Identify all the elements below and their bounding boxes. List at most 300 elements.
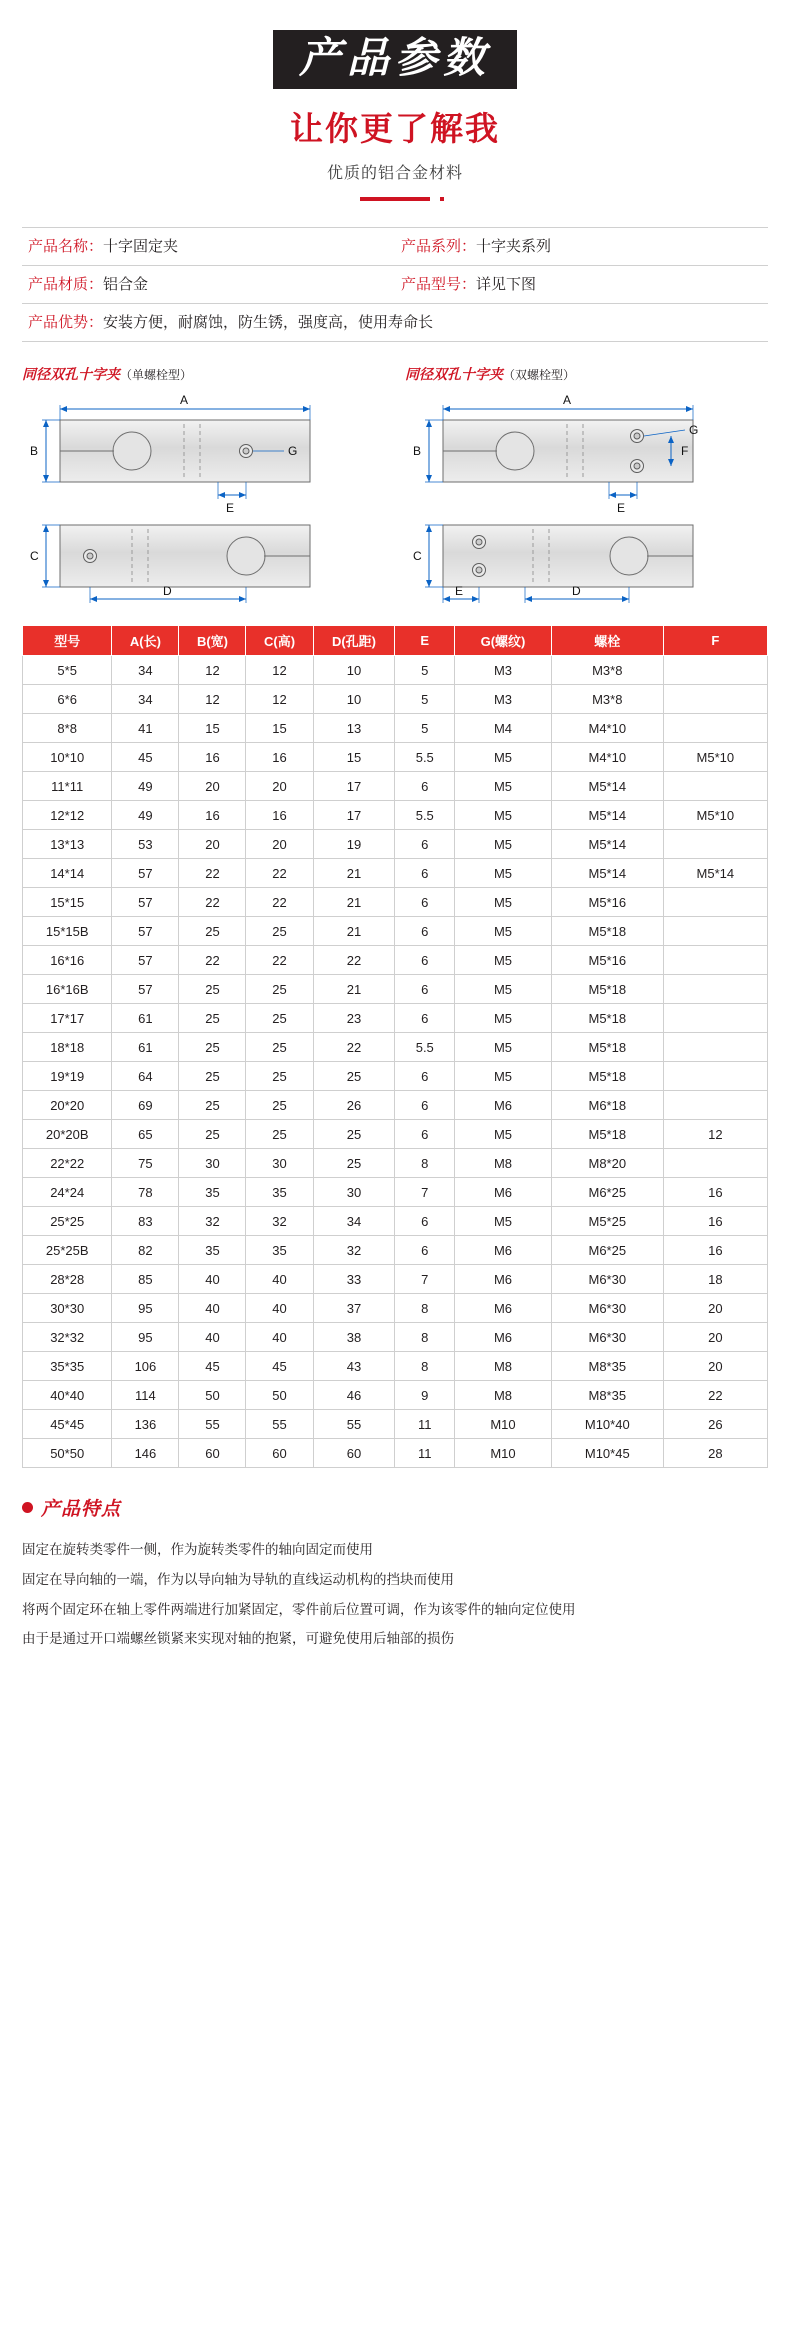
table-cell: 22 — [313, 1033, 395, 1062]
table-cell: M10 — [455, 1439, 552, 1468]
table-cell: M8 — [455, 1149, 552, 1178]
table-cell: 22 — [179, 946, 246, 975]
table-cell: 34 — [313, 1207, 395, 1236]
table-header-cell: 型号 — [23, 626, 112, 656]
table-cell: 16 — [246, 743, 313, 772]
table-cell: 46 — [313, 1381, 395, 1410]
svg-text:G: G — [288, 444, 298, 459]
table-cell: 12 — [663, 1120, 767, 1149]
table-cell: 12 — [246, 656, 313, 685]
svg-text:B: B — [30, 444, 39, 459]
svg-text:A: A — [563, 393, 572, 408]
table-cell: 7 — [395, 1178, 455, 1207]
table-cell: 16*16 — [23, 946, 112, 975]
table-cell: 5 — [395, 656, 455, 685]
table-cell: M8*20 — [551, 1149, 663, 1178]
svg-text:C: C — [30, 549, 39, 564]
table-row — [23, 1207, 768, 1236]
spec-value: 十字夹系列 — [476, 238, 552, 256]
spec-list — [22, 227, 768, 342]
table-header-cell: D(孔距) — [313, 626, 395, 656]
feature-line: 固定在导向轴的一端，作为以导向轴为导轨的直线运动机构的挡块而使用 — [22, 1571, 454, 1587]
table-cell: 25*25 — [23, 1207, 112, 1236]
table-cell: 35 — [179, 1236, 246, 1265]
spec-row — [22, 266, 768, 304]
table-cell: 25 — [179, 975, 246, 1004]
table-row — [23, 685, 768, 714]
table-cell: M5*18 — [551, 1120, 663, 1149]
table-cell: 30 — [246, 1149, 313, 1178]
table-cell: 5 — [395, 714, 455, 743]
table-cell: 55 — [179, 1410, 246, 1439]
table-cell: M5*18 — [551, 975, 663, 1004]
single-bolt-drawing — [22, 392, 377, 607]
table-cell: 23 — [313, 1004, 395, 1033]
table-cell: M6 — [455, 1091, 552, 1120]
table-cell: 20*20 — [23, 1091, 112, 1120]
features-header — [22, 1494, 768, 1521]
table-row — [23, 859, 768, 888]
table-cell: M6 — [455, 1178, 552, 1207]
spec-key: 产品优势： — [28, 314, 104, 332]
table-cell: 16 — [246, 801, 313, 830]
table-cell: 22*22 — [23, 1149, 112, 1178]
table-cell: 15 — [246, 714, 313, 743]
table-cell: 13 — [313, 714, 395, 743]
table-row — [23, 1352, 768, 1381]
table-cell: 20 — [663, 1294, 767, 1323]
table-cell: 22 — [179, 859, 246, 888]
table-cell: 55 — [313, 1410, 395, 1439]
table-cell: M5*10 — [663, 801, 767, 830]
table-header-cell: 螺栓 — [551, 626, 663, 656]
spec-row — [22, 304, 768, 342]
table-cell: 49 — [112, 801, 179, 830]
table-cell: 114 — [112, 1381, 179, 1410]
table-cell: 6 — [395, 1091, 455, 1120]
table-cell: 55 — [246, 1410, 313, 1439]
table-cell: M10*40 — [551, 1410, 663, 1439]
table-row — [23, 1178, 768, 1207]
table-cell: 22 — [313, 946, 395, 975]
page-title: 产品参数 — [273, 30, 517, 89]
table-cell: 33 — [313, 1265, 395, 1294]
spec-item-advantage — [22, 304, 768, 341]
table-cell: 49 — [112, 772, 179, 801]
table-cell: 13*13 — [23, 830, 112, 859]
table-cell: 32 — [313, 1236, 395, 1265]
table-cell: 25 — [246, 1004, 313, 1033]
table-header-cell: B(宽) — [179, 626, 246, 656]
table-row — [23, 772, 768, 801]
table-row — [23, 656, 768, 685]
svg-text:D: D — [163, 584, 172, 599]
table-cell: 10 — [313, 685, 395, 714]
table-cell: 25 — [246, 1120, 313, 1149]
table-cell: M5 — [455, 917, 552, 946]
table-cell: 20 — [663, 1352, 767, 1381]
table-cell: 6 — [395, 1207, 455, 1236]
table-cell: 53 — [112, 830, 179, 859]
table-cell: M5 — [455, 1120, 552, 1149]
table-cell: M5 — [455, 743, 552, 772]
table-cell: 12 — [179, 685, 246, 714]
table-cell: 16 — [179, 801, 246, 830]
table-cell: 45 — [179, 1352, 246, 1381]
table-cell: 50 — [179, 1381, 246, 1410]
table-cell — [663, 656, 767, 685]
diagram-double-bolt — [405, 364, 768, 607]
bullet-dot-icon — [22, 1502, 33, 1513]
table-header-cell: C(高) — [246, 626, 313, 656]
table-cell: 25 — [246, 917, 313, 946]
table-cell: 12*12 — [23, 801, 112, 830]
table-cell: 21 — [313, 859, 395, 888]
table-cell: 16 — [663, 1236, 767, 1265]
table-cell: M5 — [455, 888, 552, 917]
svg-text:E: E — [617, 501, 626, 516]
table-cell: M8 — [455, 1381, 552, 1410]
table-cell: 35 — [246, 1236, 313, 1265]
table-cell: 25 — [179, 917, 246, 946]
spec-key: 产品系列： — [401, 238, 477, 256]
table-cell: 10*10 — [23, 743, 112, 772]
table-cell: 40 — [246, 1265, 313, 1294]
table-cell: 25 — [313, 1120, 395, 1149]
table-row — [23, 830, 768, 859]
table-cell: 20*20B — [23, 1120, 112, 1149]
table-cell: M4*10 — [551, 743, 663, 772]
table-cell — [663, 946, 767, 975]
table-cell — [663, 1033, 767, 1062]
table-cell: 5*5 — [23, 656, 112, 685]
table-cell: 6 — [395, 975, 455, 1004]
table-cell: M10 — [455, 1410, 552, 1439]
table-cell: M8*35 — [551, 1352, 663, 1381]
diagram-title-note: （双螺栓型） — [503, 368, 576, 383]
table-row — [23, 714, 768, 743]
table-cell: M5*18 — [551, 1062, 663, 1091]
table-cell: 24*24 — [23, 1178, 112, 1207]
table-row — [23, 743, 768, 772]
table-cell: 6 — [395, 1062, 455, 1091]
table-row — [23, 1033, 768, 1062]
table-cell: 16 — [663, 1178, 767, 1207]
table-cell: M5 — [455, 772, 552, 801]
table-cell: M4 — [455, 714, 552, 743]
table-cell: 6 — [395, 772, 455, 801]
table-cell: 50*50 — [23, 1439, 112, 1468]
diagram-title — [405, 364, 768, 384]
table-cell: 25 — [313, 1149, 395, 1178]
table-cell: M6*30 — [551, 1294, 663, 1323]
diagram-single-bolt — [22, 364, 385, 607]
table-cell: 22 — [246, 946, 313, 975]
table-cell: M5*14 — [551, 830, 663, 859]
spec-table-wrap — [22, 625, 768, 1468]
diagram-section — [22, 364, 768, 607]
page-subtitle: 让你更了解我 — [290, 110, 500, 148]
table-cell: 106 — [112, 1352, 179, 1381]
table-cell: 43 — [313, 1352, 395, 1381]
table-cell: M5 — [455, 859, 552, 888]
table-cell — [663, 1091, 767, 1120]
table-cell: 17 — [313, 772, 395, 801]
table-cell: 7 — [395, 1265, 455, 1294]
table-cell: M6 — [455, 1265, 552, 1294]
features-section — [22, 1494, 768, 1680]
table-cell: 75 — [112, 1149, 179, 1178]
diagram-title-note: （单螺栓型） — [120, 368, 193, 383]
svg-text:E: E — [226, 501, 235, 516]
table-row — [23, 1439, 768, 1468]
table-row — [23, 917, 768, 946]
table-cell: 25 — [179, 1091, 246, 1120]
spec-item-name — [22, 228, 395, 265]
table-cell: 14*14 — [23, 859, 112, 888]
feature-line: 固定在旋转类零件一侧，作为旋转类零件的轴向固定而使用 — [22, 1542, 373, 1558]
table-cell: 8 — [395, 1294, 455, 1323]
table-cell: 20 — [179, 772, 246, 801]
table-cell: M5*18 — [551, 917, 663, 946]
table-cell: 25*25B — [23, 1236, 112, 1265]
spec-table — [22, 625, 768, 1468]
table-cell: 12 — [246, 685, 313, 714]
table-cell: M10*45 — [551, 1439, 663, 1468]
table-cell: 17*17 — [23, 1004, 112, 1033]
table-cell: 25 — [246, 1062, 313, 1091]
table-cell: 15*15B — [23, 917, 112, 946]
table-cell — [663, 685, 767, 714]
table-cell: M5*14 — [663, 859, 767, 888]
table-cell: 6 — [395, 1236, 455, 1265]
table-cell: 15 — [313, 743, 395, 772]
spec-item-material — [22, 266, 395, 303]
table-cell — [663, 1062, 767, 1091]
table-cell: 57 — [112, 917, 179, 946]
table-cell: 6 — [395, 830, 455, 859]
double-bolt-drawing — [405, 392, 760, 607]
table-cell: M5*14 — [551, 772, 663, 801]
table-row — [23, 1323, 768, 1352]
table-header-row — [23, 626, 768, 656]
table-cell: 16 — [663, 1207, 767, 1236]
table-cell — [663, 1149, 767, 1178]
table-cell: M3 — [455, 656, 552, 685]
table-cell: 20 — [246, 830, 313, 859]
table-cell: M5*10 — [663, 743, 767, 772]
table-cell: 30*30 — [23, 1294, 112, 1323]
svg-text:G: G — [689, 423, 699, 438]
table-cell: 40 — [246, 1294, 313, 1323]
table-cell: 40 — [179, 1294, 246, 1323]
table-cell: 41 — [112, 714, 179, 743]
table-cell: 15 — [179, 714, 246, 743]
table-cell: 6 — [395, 917, 455, 946]
table-cell: 28 — [663, 1439, 767, 1468]
table-cell: 25 — [246, 1033, 313, 1062]
table-cell: 25 — [179, 1120, 246, 1149]
table-cell: M5 — [455, 1062, 552, 1091]
svg-text:F: F — [681, 444, 689, 459]
table-cell: 5.5 — [395, 801, 455, 830]
table-cell: 45 — [112, 743, 179, 772]
table-cell: 60 — [246, 1439, 313, 1468]
table-cell: 45*45 — [23, 1410, 112, 1439]
table-cell: 83 — [112, 1207, 179, 1236]
table-cell: 11 — [395, 1410, 455, 1439]
table-cell — [663, 888, 767, 917]
table-cell: M6 — [455, 1323, 552, 1352]
table-cell: 32 — [179, 1207, 246, 1236]
table-cell: 22 — [246, 888, 313, 917]
table-cell: 40 — [179, 1323, 246, 1352]
table-cell: M8*35 — [551, 1381, 663, 1410]
title-divider — [360, 197, 430, 201]
table-cell — [663, 830, 767, 859]
table-cell: 26 — [663, 1410, 767, 1439]
table-row — [23, 1091, 768, 1120]
table-row — [23, 946, 768, 975]
table-cell: M5*18 — [551, 1004, 663, 1033]
table-cell: 6 — [395, 859, 455, 888]
table-row — [23, 1120, 768, 1149]
table-cell: 40 — [246, 1323, 313, 1352]
table-row — [23, 1381, 768, 1410]
table-cell: 8 — [395, 1149, 455, 1178]
table-cell: 22 — [246, 859, 313, 888]
table-row — [23, 975, 768, 1004]
feature-line: 由于是通过开口端螺丝锁紧来实现对轴的抱紧，可避免使用后轴部的损伤 — [22, 1631, 454, 1647]
table-cell: 25 — [179, 1004, 246, 1033]
table-cell: 11*11 — [23, 772, 112, 801]
table-cell: 21 — [313, 917, 395, 946]
table-cell: 78 — [112, 1178, 179, 1207]
page-description: 优质的铝合金材料 — [326, 165, 463, 183]
table-cell: 20 — [246, 772, 313, 801]
table-cell: 9 — [395, 1381, 455, 1410]
table-cell: 40 — [179, 1265, 246, 1294]
table-row — [23, 801, 768, 830]
table-cell: 18 — [663, 1265, 767, 1294]
spec-value: 详见下图 — [476, 276, 537, 294]
table-cell: 57 — [112, 946, 179, 975]
table-cell: 30 — [179, 1149, 246, 1178]
table-cell: 25 — [313, 1062, 395, 1091]
table-cell: 57 — [112, 975, 179, 1004]
table-cell: 16 — [179, 743, 246, 772]
table-cell: 32*32 — [23, 1323, 112, 1352]
spec-key: 产品名称： — [28, 238, 104, 256]
table-cell: 6*6 — [23, 685, 112, 714]
table-cell — [663, 917, 767, 946]
table-cell: M5 — [455, 1207, 552, 1236]
diagram-title-text: 同径双孔十字夹 — [405, 366, 503, 383]
table-header-cell: E — [395, 626, 455, 656]
table-cell: 69 — [112, 1091, 179, 1120]
table-cell: M5 — [455, 801, 552, 830]
table-cell: 25 — [179, 1062, 246, 1091]
table-cell: 60 — [313, 1439, 395, 1468]
table-cell — [663, 1004, 767, 1033]
diagram-title-text: 同径双孔十字夹 — [22, 366, 120, 383]
table-cell: M5*14 — [551, 859, 663, 888]
table-cell: M3*8 — [551, 685, 663, 714]
table-cell — [663, 975, 767, 1004]
spec-value: 铝合金 — [103, 276, 149, 294]
table-cell: 5.5 — [395, 1033, 455, 1062]
spec-key: 产品材质： — [28, 276, 104, 294]
table-cell: 11 — [395, 1439, 455, 1468]
table-cell: M6*25 — [551, 1178, 663, 1207]
table-cell: 57 — [112, 888, 179, 917]
table-cell: M6*18 — [551, 1091, 663, 1120]
svg-text:A: A — [180, 393, 189, 408]
table-cell: 136 — [112, 1410, 179, 1439]
table-body — [23, 656, 768, 1468]
table-cell: 21 — [313, 888, 395, 917]
table-cell: 64 — [112, 1062, 179, 1091]
table-cell: 37 — [313, 1294, 395, 1323]
table-cell: M5 — [455, 1004, 552, 1033]
table-cell: M8 — [455, 1352, 552, 1381]
table-cell: 6 — [395, 1004, 455, 1033]
table-cell: 61 — [112, 1004, 179, 1033]
table-cell: M5 — [455, 1033, 552, 1062]
svg-text:C: C — [413, 549, 422, 564]
table-cell: 34 — [112, 685, 179, 714]
table-cell: M6 — [455, 1294, 552, 1323]
table-cell: 25 — [179, 1033, 246, 1062]
spec-row — [22, 228, 768, 266]
table-cell: 26 — [313, 1091, 395, 1120]
feature-line: 将两个固定环在轴上零件两端进行加紧固定，零件前后位置可调，作为该零件的轴向定位使用 — [22, 1601, 576, 1617]
svg-text:B: B — [413, 444, 422, 459]
table-row — [23, 1236, 768, 1265]
svg-text:E: E — [455, 584, 464, 599]
table-cell: M5*18 — [551, 1033, 663, 1062]
table-cell: 35*35 — [23, 1352, 112, 1381]
table-cell: 50 — [246, 1381, 313, 1410]
table-cell: M6*30 — [551, 1323, 663, 1352]
table-cell: 82 — [112, 1236, 179, 1265]
table-row — [23, 1062, 768, 1091]
table-cell: M5*25 — [551, 1207, 663, 1236]
table-row — [23, 888, 768, 917]
table-cell: 12 — [179, 656, 246, 685]
table-cell: 5 — [395, 685, 455, 714]
table-cell: 35 — [179, 1178, 246, 1207]
table-cell: 5.5 — [395, 743, 455, 772]
table-cell: 25 — [246, 975, 313, 1004]
spec-item-series — [395, 228, 768, 265]
table-cell: M6 — [455, 1236, 552, 1265]
table-cell: 19*19 — [23, 1062, 112, 1091]
table-header-cell: G(螺纹) — [455, 626, 552, 656]
table-cell: 6 — [395, 946, 455, 975]
table-cell: 40*40 — [23, 1381, 112, 1410]
table-cell: 22 — [663, 1381, 767, 1410]
table-cell: 6 — [395, 1120, 455, 1149]
table-cell — [663, 772, 767, 801]
table-cell: 15*15 — [23, 888, 112, 917]
features-title: 产品特点 — [41, 1499, 122, 1521]
spec-item-model — [395, 266, 768, 303]
table-cell: M5 — [455, 830, 552, 859]
table-header-cell: A(长) — [112, 626, 179, 656]
table-cell: 60 — [179, 1439, 246, 1468]
table-cell: 20 — [179, 830, 246, 859]
